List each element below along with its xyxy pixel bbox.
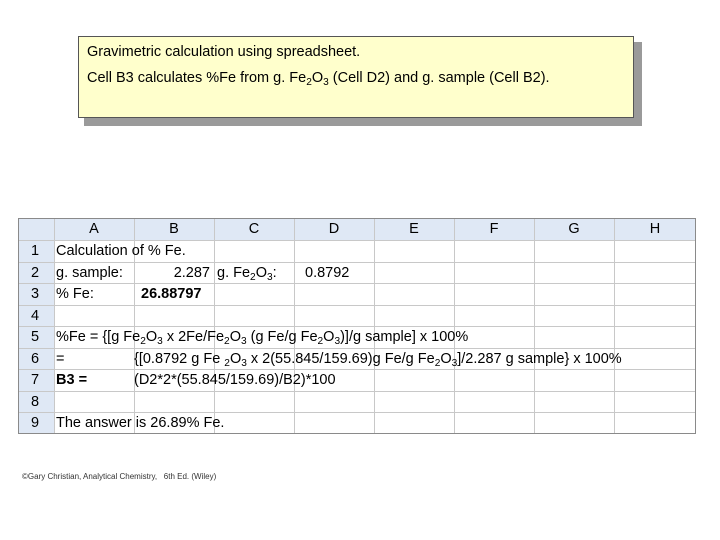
cell-b2[interactable]: 2.287 bbox=[173, 265, 210, 281]
spreadsheet-border bbox=[18, 218, 696, 434]
copyright-credit: ©Gary Christian, Analytical Chemistry, 6th Ed. (Wiley) bbox=[22, 472, 217, 481]
callout-title: Gravimetric calculation using spreadsheet. bbox=[87, 44, 361, 60]
cell-a2[interactable]: g. sample: bbox=[56, 265, 123, 281]
cell-a7[interactable]: B3 = bbox=[56, 372, 88, 388]
cell-b3[interactable]: 26.88797 bbox=[141, 286, 202, 302]
column-header-b[interactable]: B bbox=[169, 221, 179, 237]
row-header-7[interactable]: 7 bbox=[30, 372, 40, 388]
cell-a6[interactable]: = bbox=[56, 351, 65, 367]
row-header-8[interactable]: 8 bbox=[30, 394, 40, 410]
column-header-a[interactable]: A bbox=[89, 221, 99, 237]
row-header-9[interactable]: 9 bbox=[30, 415, 40, 431]
column-header-g[interactable]: G bbox=[568, 221, 580, 237]
cell-a5[interactable]: %Fe = {[g $Fe_2O_3$ x $2Fe/Fe_2O_3$ (g Fe/g $Fe_2O_3)]/g$ sample] x 100% bbox=[56, 329, 469, 348]
explanation-callout bbox=[78, 36, 634, 118]
row-header-6[interactable]: 6 bbox=[30, 351, 40, 367]
row-header-1[interactable]: 1 bbox=[30, 243, 40, 259]
cell-a1[interactable]: Calculation of % Fe. bbox=[56, 243, 186, 259]
row-header-5[interactable]: 5 bbox=[30, 329, 40, 345]
column-header-e[interactable]: E bbox=[409, 221, 419, 237]
callout-description: Cell B3 calculates %Fe from g. $Fe_2O_3$ (Cell D2) and g. sample (Cell B2). bbox=[87, 70, 550, 89]
column-header-h[interactable]: H bbox=[649, 221, 661, 237]
cell-b6[interactable]: {[0.8792 g Fe $_2O_3$ x 2(55.845/159.69)g Fe/g $Fe_2O_3]/2.287$ g sample} x 100% bbox=[134, 351, 622, 370]
column-header-f[interactable]: F bbox=[489, 221, 499, 237]
cell-a3[interactable]: % Fe: bbox=[56, 286, 94, 302]
row-header-3[interactable]: 3 bbox=[30, 286, 40, 302]
cell-b7[interactable]: (D2*2*(55.845/159.69)/B2)*100 bbox=[134, 372, 336, 388]
spreadsheet bbox=[18, 218, 696, 434]
cell-d2[interactable]: 0.8792 bbox=[305, 265, 350, 281]
cell-a9[interactable]: The answer is 26.89% Fe. bbox=[56, 415, 225, 431]
column-header-d[interactable]: D bbox=[328, 221, 340, 237]
cell-c2[interactable]: g. $Fe_2O_3$: bbox=[217, 265, 277, 284]
row-header-2[interactable]: 2 bbox=[30, 265, 40, 281]
row-header-4[interactable]: 4 bbox=[30, 308, 40, 324]
column-header-c[interactable]: C bbox=[248, 221, 260, 237]
